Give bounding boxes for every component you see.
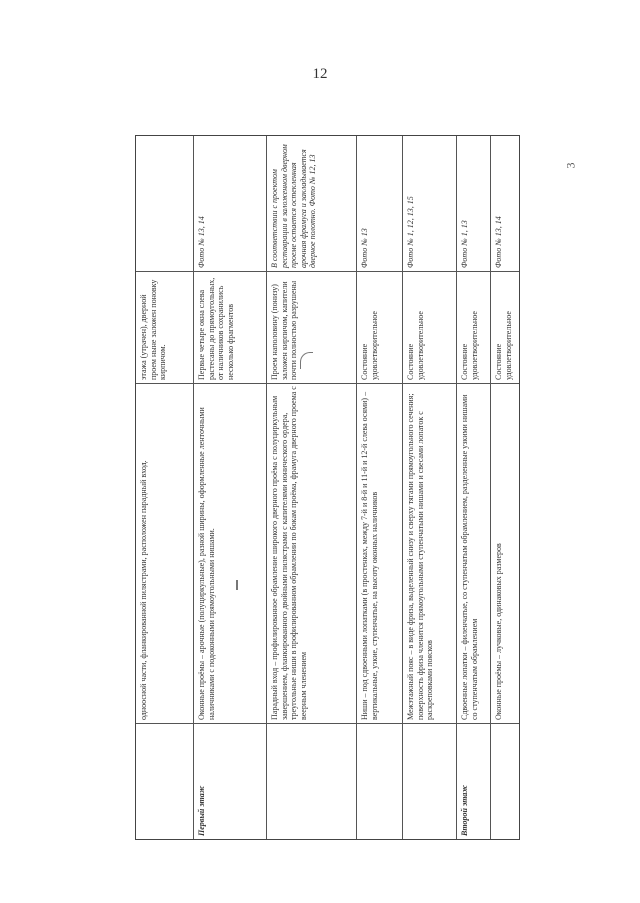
element-cell (459, 383, 489, 723)
state-cell (269, 271, 355, 383)
element-text: одноосной части, фланкированной пилястрами, расположен парадный вход. (139, 460, 148, 720)
floor-cell (138, 723, 192, 839)
element-text: Парадный вход – профилированное обрамление широкого дверного проёма с полуциркульным завершением, фланкированного двойными пилястрами с капителями ионического ордера, треугольные ниши в профилированном обрамлении по бокам проёма, фрамуга дверного проема с веерным членением (270, 386, 308, 720)
table-row (357, 136, 403, 839)
cell-divider (403, 383, 457, 384)
element-text: Оконные проёмы – арочные (полуциркульные), разной ширины, оформленные ленточными наличниками с подоконными прямоугольными нишами. (197, 407, 216, 720)
cell-divider (357, 271, 403, 272)
element-text: Межэтажный пояс – в виде фриза, выделенный снизу и сверху тягами прямоугольного сечения; поверхность фриза членится прямоугольными ступенчатыми нишами и свесами лопаток с раскреповками поясков (406, 393, 434, 720)
cell-divider (194, 383, 267, 384)
floor-cell (493, 723, 517, 839)
element-cell (359, 383, 401, 723)
state-cell (196, 271, 265, 383)
note-cell (405, 136, 455, 271)
floor-cell (269, 723, 355, 839)
state-cell (359, 271, 401, 383)
corner-note: 3 (563, 162, 578, 169)
state-text: Первые четыре окна слева растесаны до прямоугольных, от наличников сохранились несколько фрагментов (197, 277, 235, 380)
cell-divider (136, 271, 194, 272)
cell-divider (267, 383, 357, 384)
element-text: Сдвоенные лопатки – филенчатые, со ступенчатым обрамлением, разделенные узкими нишами со ступенчатым обрамлением (460, 394, 479, 720)
table-row (194, 136, 267, 839)
element-cell (269, 383, 355, 723)
state-cell (459, 271, 489, 383)
cell-divider (457, 723, 491, 724)
cell-divider (136, 723, 194, 724)
note-text: Фото № 13, 14 (494, 216, 503, 268)
note-text: Фото № 1, 13 (460, 220, 469, 268)
note-cell (138, 136, 192, 271)
page-number: 12 (312, 66, 328, 82)
cell-divider (457, 383, 491, 384)
note-cell (196, 136, 265, 271)
note-cell (459, 136, 489, 271)
element-text: Оконные проёмы – лучковые, одинаковых размеров (494, 543, 503, 720)
cell-divider (357, 383, 403, 384)
note-cell (269, 136, 355, 271)
state-text: Проем наполовину (понизу) заложен кирпичом, капители почти полностью разрушены (270, 280, 298, 380)
note-cell (359, 136, 401, 271)
cell-divider (403, 723, 457, 724)
element-text: Ниши – под сдвоенными лопатками (в простенках, между 7-й и 8-й и 11-й и 12-й слева осями) – вертикальные, узкие, ступенчатые, на высоту оконных наличников (360, 391, 379, 720)
state-cell (138, 271, 192, 383)
state-text: Состояние удовлетворительное (406, 311, 425, 380)
cell-divider (457, 271, 491, 272)
table-row (457, 136, 491, 839)
state-cell (493, 271, 517, 383)
note-text: Фото № 13 (360, 228, 369, 268)
element-cell (138, 383, 192, 723)
element-cell (405, 383, 455, 723)
table-row (403, 136, 457, 839)
cell-divider (136, 383, 194, 384)
note-text: Фото № 13, 14 (197, 216, 206, 268)
state-cell (405, 271, 455, 383)
note-cell (493, 136, 517, 271)
floor-cell (359, 723, 401, 839)
element-cell (196, 383, 265, 723)
cell-divider (491, 271, 519, 272)
state-text: Состояние удовлетворительное (360, 311, 379, 380)
heritage-table (135, 135, 520, 840)
state-text: этажа (утрачен), дверной проем ныне заложен поновку кирпичом. (139, 279, 167, 380)
cell-divider (194, 271, 267, 272)
state-text: Состояние удовлетворительное (494, 311, 513, 380)
floor-cell (405, 723, 455, 839)
element-cell (493, 383, 517, 723)
cell-divider (357, 723, 403, 724)
table-row (267, 136, 357, 839)
cell-divider (491, 723, 519, 724)
cell-divider (267, 723, 357, 724)
cell-divider (267, 271, 357, 272)
floor-text: Второй этаж (460, 784, 469, 836)
floor-text: Первый этаж (197, 785, 206, 836)
floor-cell (196, 723, 265, 839)
cell-divider (491, 383, 519, 384)
note-text: В соответствии с проектом реставрации в заложенном дверном проеме остается остекленная арочная фрамуга и закладывается дверное полотно. Фото № 12, 13 (270, 144, 317, 268)
cell-divider (194, 723, 267, 724)
table-row (136, 136, 194, 839)
cell-divider (403, 271, 457, 272)
note-text: Фото № 1, 12, 13, 15 (406, 196, 415, 268)
state-text: Состояние удовлетворительное (460, 311, 479, 380)
floor-cell (459, 723, 489, 839)
table-row (491, 136, 519, 839)
